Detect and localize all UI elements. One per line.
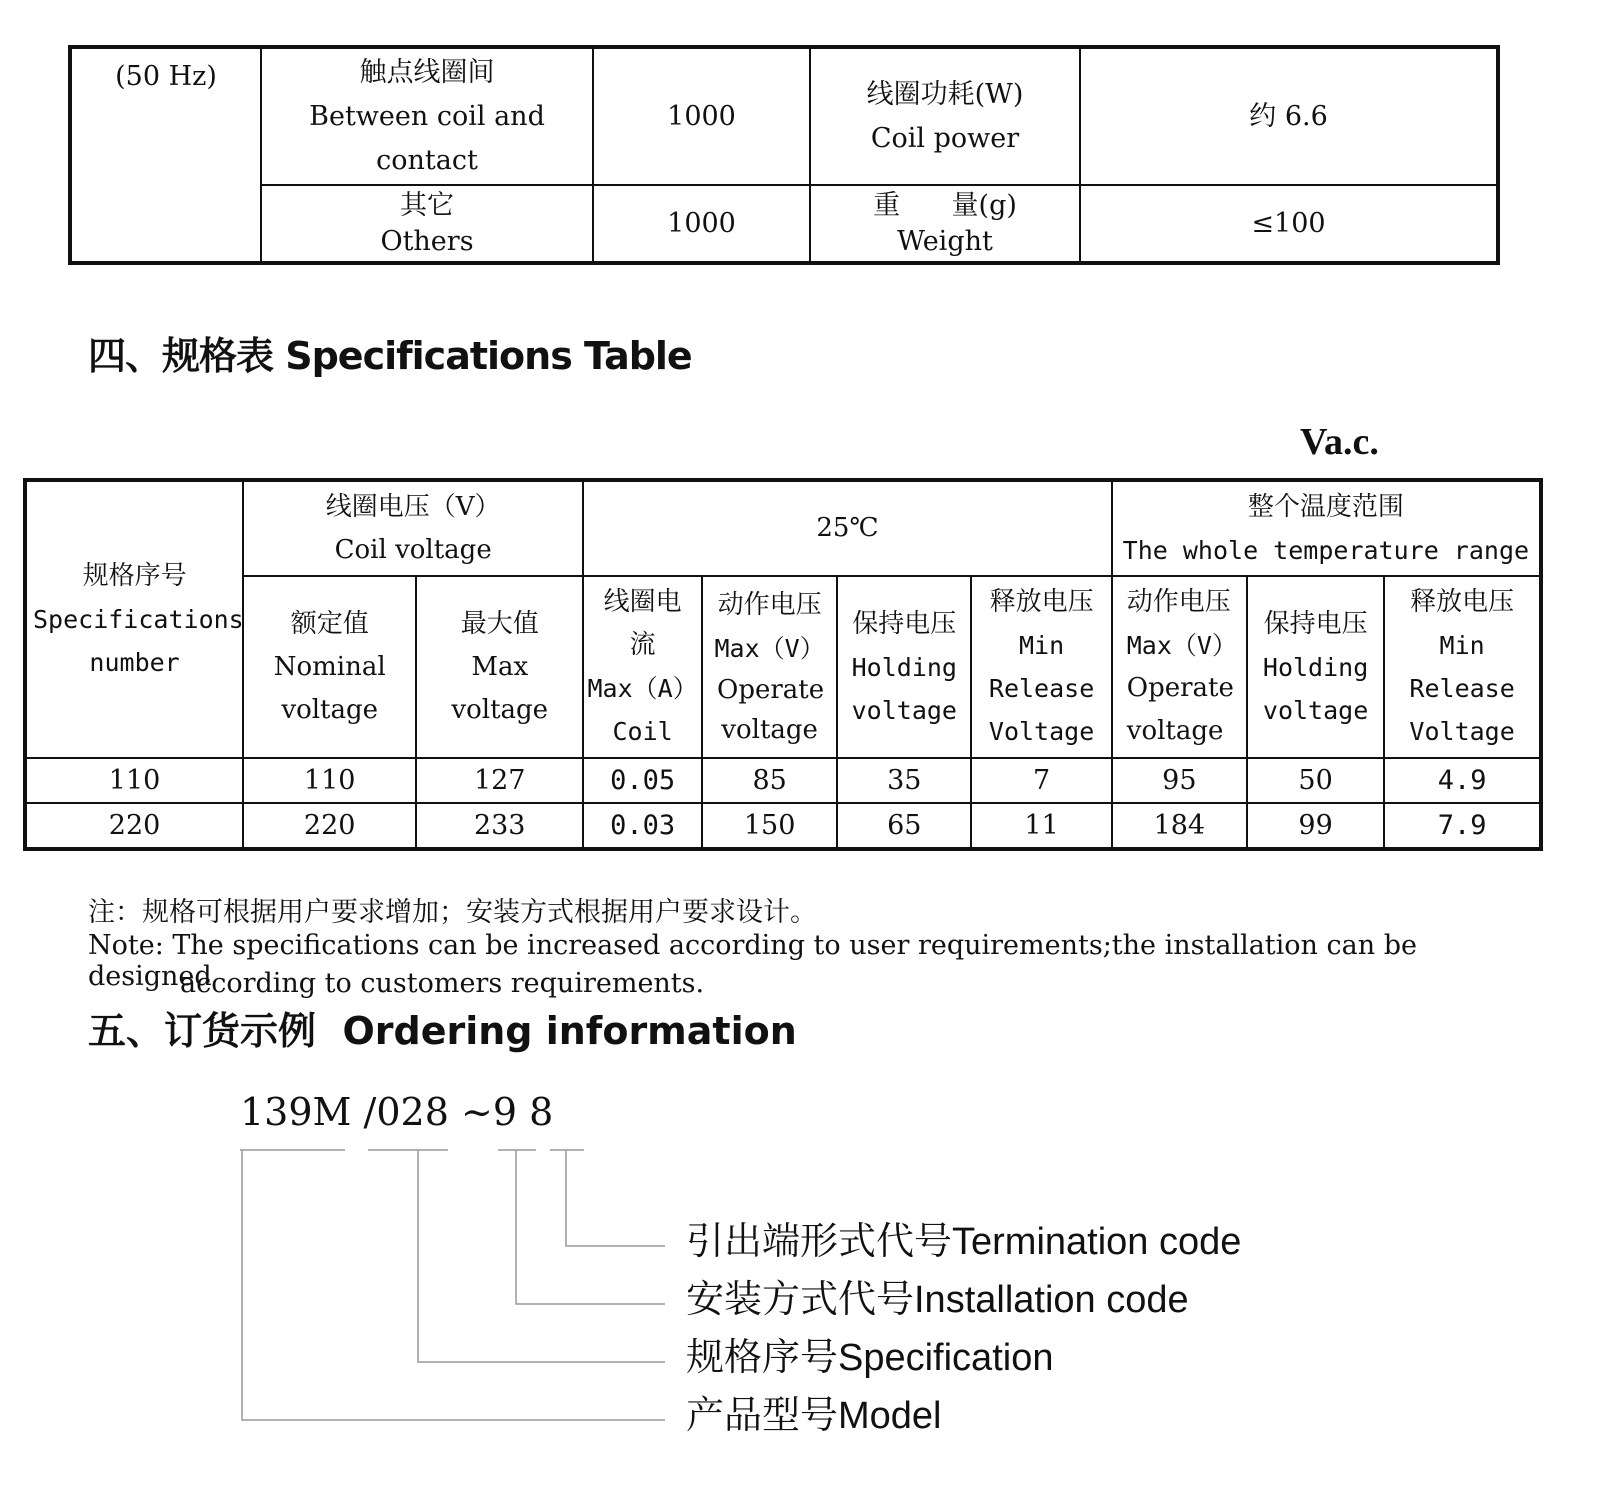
code-spec: /028 [363, 1090, 449, 1134]
cell-operate-25: 150 [702, 803, 837, 849]
holding-25-en: Holding voltage [851, 652, 957, 725]
coil-voltage-zh: 线圈电压（V） [325, 491, 501, 522]
code-install: ~9 [460, 1090, 518, 1134]
cell-holding-whole: 99 [1247, 803, 1384, 849]
note-en-continued: according to customers requirements. [180, 968, 705, 999]
cell-coil-current: 0.05 [583, 758, 702, 803]
cell-nominal: 220 [243, 803, 416, 849]
unit-label: Va.c. [1300, 421, 1379, 463]
cell-release-whole: 4.9 [1384, 758, 1541, 803]
spec-no-en: Specifications number [33, 605, 244, 677]
legend-model: 产品型号Model [686, 1395, 942, 1437]
release-25-en2: Release Voltage [988, 674, 1095, 746]
max-en: Max voltage [451, 651, 549, 725]
release-whole-en2: Release Voltage [1409, 674, 1515, 746]
legend-specification: 规格序号Specification [686, 1337, 1054, 1379]
holding-whole-en: Holding voltage [1262, 652, 1369, 725]
operate-25-zh: 动作电压 [717, 590, 822, 620]
operate-whole-en1: Max（V） [1126, 631, 1237, 660]
value-cell: 1000 [593, 47, 810, 185]
cell-holding-25: 65 [837, 803, 971, 849]
param-en: Weight [897, 225, 993, 257]
cell-max: 127 [416, 758, 583, 803]
legend-termination-code: 引出端形式代号Termination code [686, 1221, 1242, 1263]
item-zh: 触点线圈间 [359, 56, 495, 88]
operate-whole-zh: 动作电压 [1126, 587, 1231, 617]
item-en: Between coil and contact [309, 100, 545, 176]
cell-coil-current: 0.03 [583, 803, 702, 849]
ordering-section-title: 五、订货示例 Ordering information [88, 1009, 797, 1053]
legend-installation-code: 安装方式代号Installation code [686, 1279, 1189, 1321]
max-zh: 最大值 [460, 608, 539, 639]
whole-range-zh: 整个温度范围 [1247, 491, 1404, 522]
operate-25-en2: Operate voltage [717, 675, 825, 745]
note-en: Note: The specifications can be increased according to user requirements;the installation can be designed [88, 930, 1417, 992]
nominal-zh: 额定值 [290, 608, 369, 639]
param-en: Coil power [870, 122, 1020, 154]
value-cell: 1000 [593, 185, 810, 263]
release-whole-zh: 释放电压 [1410, 587, 1515, 617]
coil-voltage-en: Coil voltage [334, 534, 492, 565]
item-en: Others [380, 225, 474, 257]
cell-operate-whole: 95 [1112, 758, 1247, 803]
param-zh: 重 量(g) [873, 189, 1017, 221]
cell-release-25: 7 [971, 758, 1111, 803]
temp-25-header: 25℃ [583, 480, 1112, 576]
param-zh: 线圈功耗(W) [866, 78, 1024, 110]
coil-current-zh: 线圈电流 [603, 587, 682, 660]
model-connector [242, 1150, 665, 1420]
install-connector [516, 1150, 665, 1304]
termination-connector [566, 1150, 665, 1246]
operate-25-en1: Max（V） [714, 634, 825, 663]
cell-spec-no: 110 [25, 758, 243, 803]
release-25-zh: 释放电压 [989, 587, 1094, 617]
holding-whole-zh: 保持电压 [1263, 608, 1368, 639]
cell-operate-whole: 184 [1112, 803, 1247, 849]
param-value-cell: ≤100 [1080, 185, 1498, 263]
cell-max: 233 [416, 803, 583, 849]
operate-whole-en2: Operate voltage [1126, 673, 1234, 746]
cell-nominal: 110 [243, 758, 416, 803]
cell-holding-25: 35 [837, 758, 971, 803]
cell-release-whole: 7.9 [1384, 803, 1541, 849]
release-whole-en1: Min [1439, 631, 1485, 660]
spec-no-zh: 规格序号 [82, 561, 187, 591]
spec-section-title: 四、规格表 Specifications Table [88, 334, 692, 378]
code-model: 139M [240, 1090, 352, 1134]
item-zh: 其它 [400, 189, 454, 221]
cell-release-25: 11 [971, 803, 1111, 849]
cell-operate-25: 85 [702, 758, 837, 803]
nominal-en: Nominal voltage [273, 651, 386, 725]
whole-range-en: The whole temperature range [1122, 535, 1530, 565]
holding-25-zh: 保持电压 [852, 608, 957, 639]
note-zh: 注：规格可根据用户要求增加；安装方式根据用户要求设计。 [88, 897, 817, 928]
coil-current-en1: Max（A） [587, 674, 698, 703]
release-25-en1: Min [1018, 631, 1065, 660]
coil-current-en2: Coil [612, 717, 673, 746]
cell-spec-no: 220 [25, 803, 243, 849]
code-termination: 8 [529, 1090, 554, 1134]
param-value-cell: 约 6.6 [1080, 47, 1498, 185]
cell-holding-whole: 50 [1247, 758, 1384, 803]
frequency-cell: (50 Hz) [70, 47, 261, 263]
spec-connector [418, 1150, 665, 1362]
